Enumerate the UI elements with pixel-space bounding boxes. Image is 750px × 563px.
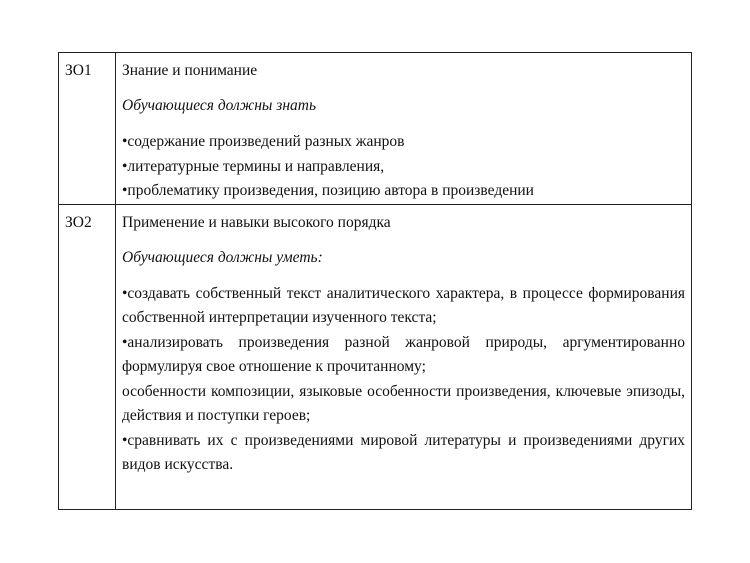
outcome-code: ЗО2 <box>65 213 92 231</box>
outcome-content-cell <box>116 204 692 509</box>
outcome-item: •анализировать произведения разной жанровой природы, аргументированно формулируя свое отношение к прочитанному; <box>122 333 685 375</box>
table-row <box>59 204 692 509</box>
outcome-code: ЗО1 <box>65 62 92 79</box>
outcome-subheading: Обучающиеся должны уметь: <box>122 248 323 266</box>
outcome-subheading: Обучающиеся должны знать <box>122 97 316 114</box>
outcome-item: •сравнивать их с произведениями мировой литературы и произведениями других видов искусства. <box>122 431 685 473</box>
learning-outcomes-table <box>58 52 692 510</box>
outcome-heading: Знание и понимание <box>122 62 258 79</box>
outcome-content-cell <box>116 53 692 205</box>
outcome-item: •создавать собственный текст аналитического характера, в процессе формирования собственной интерпретации изученного текста; <box>122 284 685 326</box>
outcome-item: •проблематику произведения, позицию автора в произведении <box>122 182 534 199</box>
outcome-items <box>122 130 685 204</box>
outcome-heading: Применение и навыки высокого порядка <box>122 213 391 231</box>
outcome-items <box>122 282 685 478</box>
outcome-item: •литературные термины и направления, <box>122 157 385 175</box>
outcome-item: •содержание произведений разных жанров <box>122 133 405 150</box>
outcome-code-cell <box>59 204 116 509</box>
outcome-item: особенности композиции, языковые особенности произведения, ключевые эпизоды, действия и поступки героев; <box>122 382 685 424</box>
outcome-code-cell <box>59 53 116 205</box>
table-row <box>59 53 692 205</box>
